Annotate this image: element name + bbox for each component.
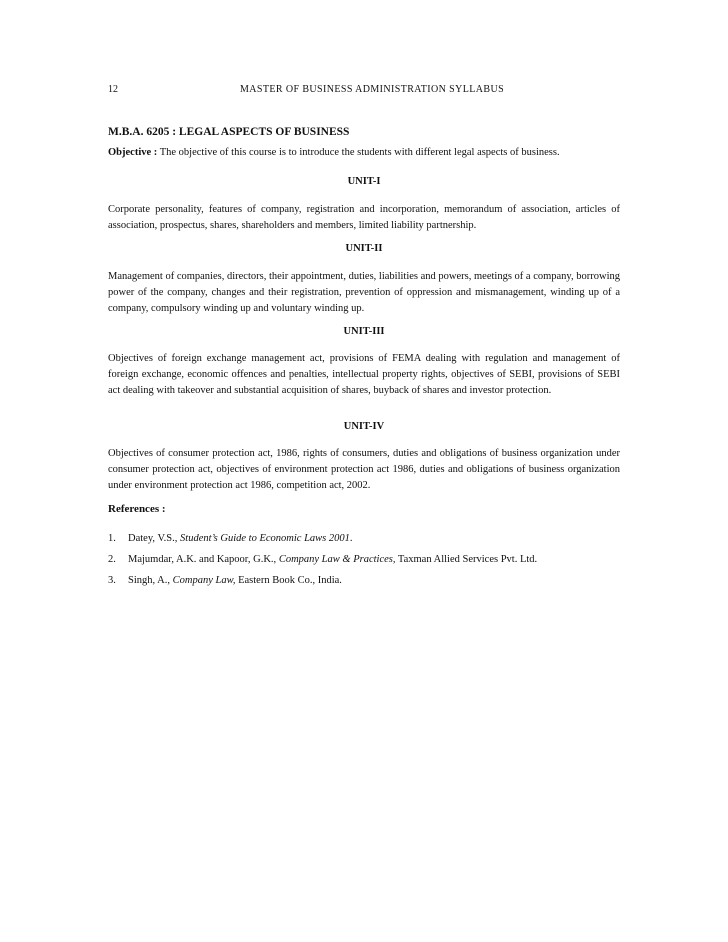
unit-4-heading: UNIT-IV (343, 421, 385, 432)
page-number: 12 (108, 84, 118, 95)
unit-1-text: Corporate personality, features of company, registration and incorporation, memorandum of association, articles of association, prospectus, shares, shareholders and members, limited liability partnership. (108, 204, 620, 231)
reference-title: Company Law & Practices, (278, 554, 396, 565)
references-heading: References : (108, 503, 166, 515)
unit-2-text: Management of companies, directors, their appointment, duties, liabilities and powers, meetings of a company, borrowing power of the company, changes and their registration, prevention of oppression and mismanagement, winding up of a company, compulsory winding up and voluntary winding up. (108, 271, 620, 314)
running-title: MASTER OF BUSINESS ADMINISTRATION SYLLABUS (240, 84, 505, 95)
objective-label: Objective : (108, 147, 158, 158)
reference-title: Company Law, (172, 575, 236, 586)
reference-number: 3. (108, 575, 116, 586)
unit-3-heading: UNIT-III (343, 326, 385, 337)
reference-number: 2. (108, 554, 116, 565)
reference-number: 1. (108, 533, 116, 544)
course-title: M.B.A. 6205 : LEGAL ASPECTS OF BUSINESS (108, 126, 350, 138)
unit-4-text: Objectives of consumer protection act, 1986, rights of consumers, duties and obligations of business organization under consumer protection act, objectives of environment protection act 1986, duties and obligations of business organization under environment protection act 1986, competition act, 2002. (108, 448, 620, 491)
unit-1-heading: UNIT-I (347, 176, 381, 187)
reference-text: Singh, A., Company Law, Eastern Book Co., India. (128, 575, 342, 586)
unit-2-heading: UNIT-II (345, 243, 383, 254)
running-header (108, 84, 620, 100)
objective-text: The objective of this course is to introduce the students with different legal aspects of business. (157, 147, 560, 158)
reference-text: Majumdar, A.K. and Kapoor, G.K., Company Law & Practices, Taxman Allied Services Pvt. Ltd. (128, 554, 538, 565)
reference-text: Datey, V.S., Student’s Guide to Economic Laws 2001. (128, 533, 353, 544)
course-objective (108, 147, 628, 158)
unit-3-text: Objectives of foreign exchange management act, provisions of FEMA dealing with regulation and management of foreign exchange, economic offences and penalties, intellectual property rights, objectives of SEBI, provisions of SEBI act dealing with takeover and substantial acquisition of shares, buyback of shares and investor protection. (108, 353, 620, 396)
reference-title: Student’s Guide to Economic Laws 2001 (180, 533, 350, 544)
